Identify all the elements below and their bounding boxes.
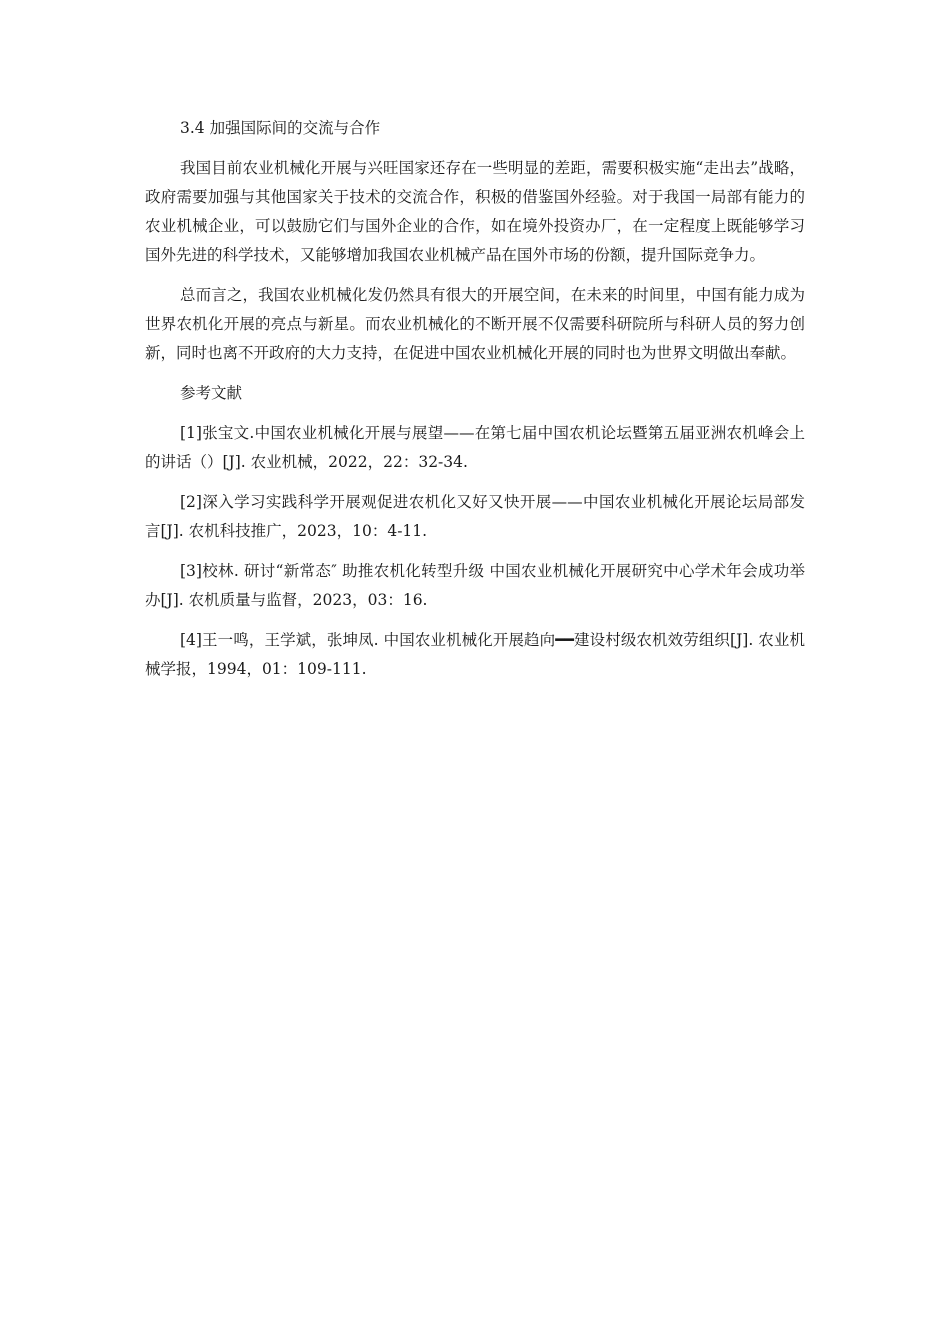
body-paragraph: 总而言之，我国农业机械化发仍然具有很大的开展空间，在未来的时间里，中国有能力成为世界农机化开展的亮点与新星。而农业机械化的不断开展不仅需要科研院所与科研人员的努力创新，同时也离不开政府的大力支持，在促进中国农业机械化开展的同时也为世界文明做出奉献。: [145, 286, 805, 362]
reference-item: [2]深入学习实践科学开展观促进农机化又好又快开展——中国农业机械化开展论坛局部发言[J]. 农机科技推广，2023，10：4-11.: [145, 493, 805, 540]
body-paragraph: 我国目前农业机械化开展与兴旺国家还存在一些明显的差距，需要积极实施“走出去”战略，政府需要加强与其他国家关于技术的交流合作，积极的借鉴国外经验。对于我国一局部有能力的农业机械企业，可以鼓励它们与国外企业的合作，如在境外投资办厂，在一定程度上既能够学习国外先进的科学技术，又能够增加我国农业机械产品在国外市场的份额，提升国际竞争力。: [145, 159, 805, 264]
section-heading: 3.4 加强国际间的交流与合作: [180, 119, 381, 137]
reference-item: [4]王一鸣，王学斌，张坤凤. 中国农业机械化开展趋向━━建设村级农机效劳组织[J]. 农业机械学报，1994，01：109-111.: [145, 631, 805, 678]
document-page: [145, 114, 805, 695]
reference-item: [1]张宝文.中国农业机械化开展与展望——在第七届中国农机论坛暨第五届亚洲农机峰会上的讲话（）[J]. 农业机械，2022，22：32-34.: [145, 424, 805, 471]
references-heading: 参考文献: [180, 384, 243, 402]
reference-item: [3]校林. 研讨“新常态″ 助推农机化转型升级 中国农业机械化开展研究中心学术年会成功举办[J]. 农机质量与监督，2023，03：16.: [145, 562, 805, 609]
